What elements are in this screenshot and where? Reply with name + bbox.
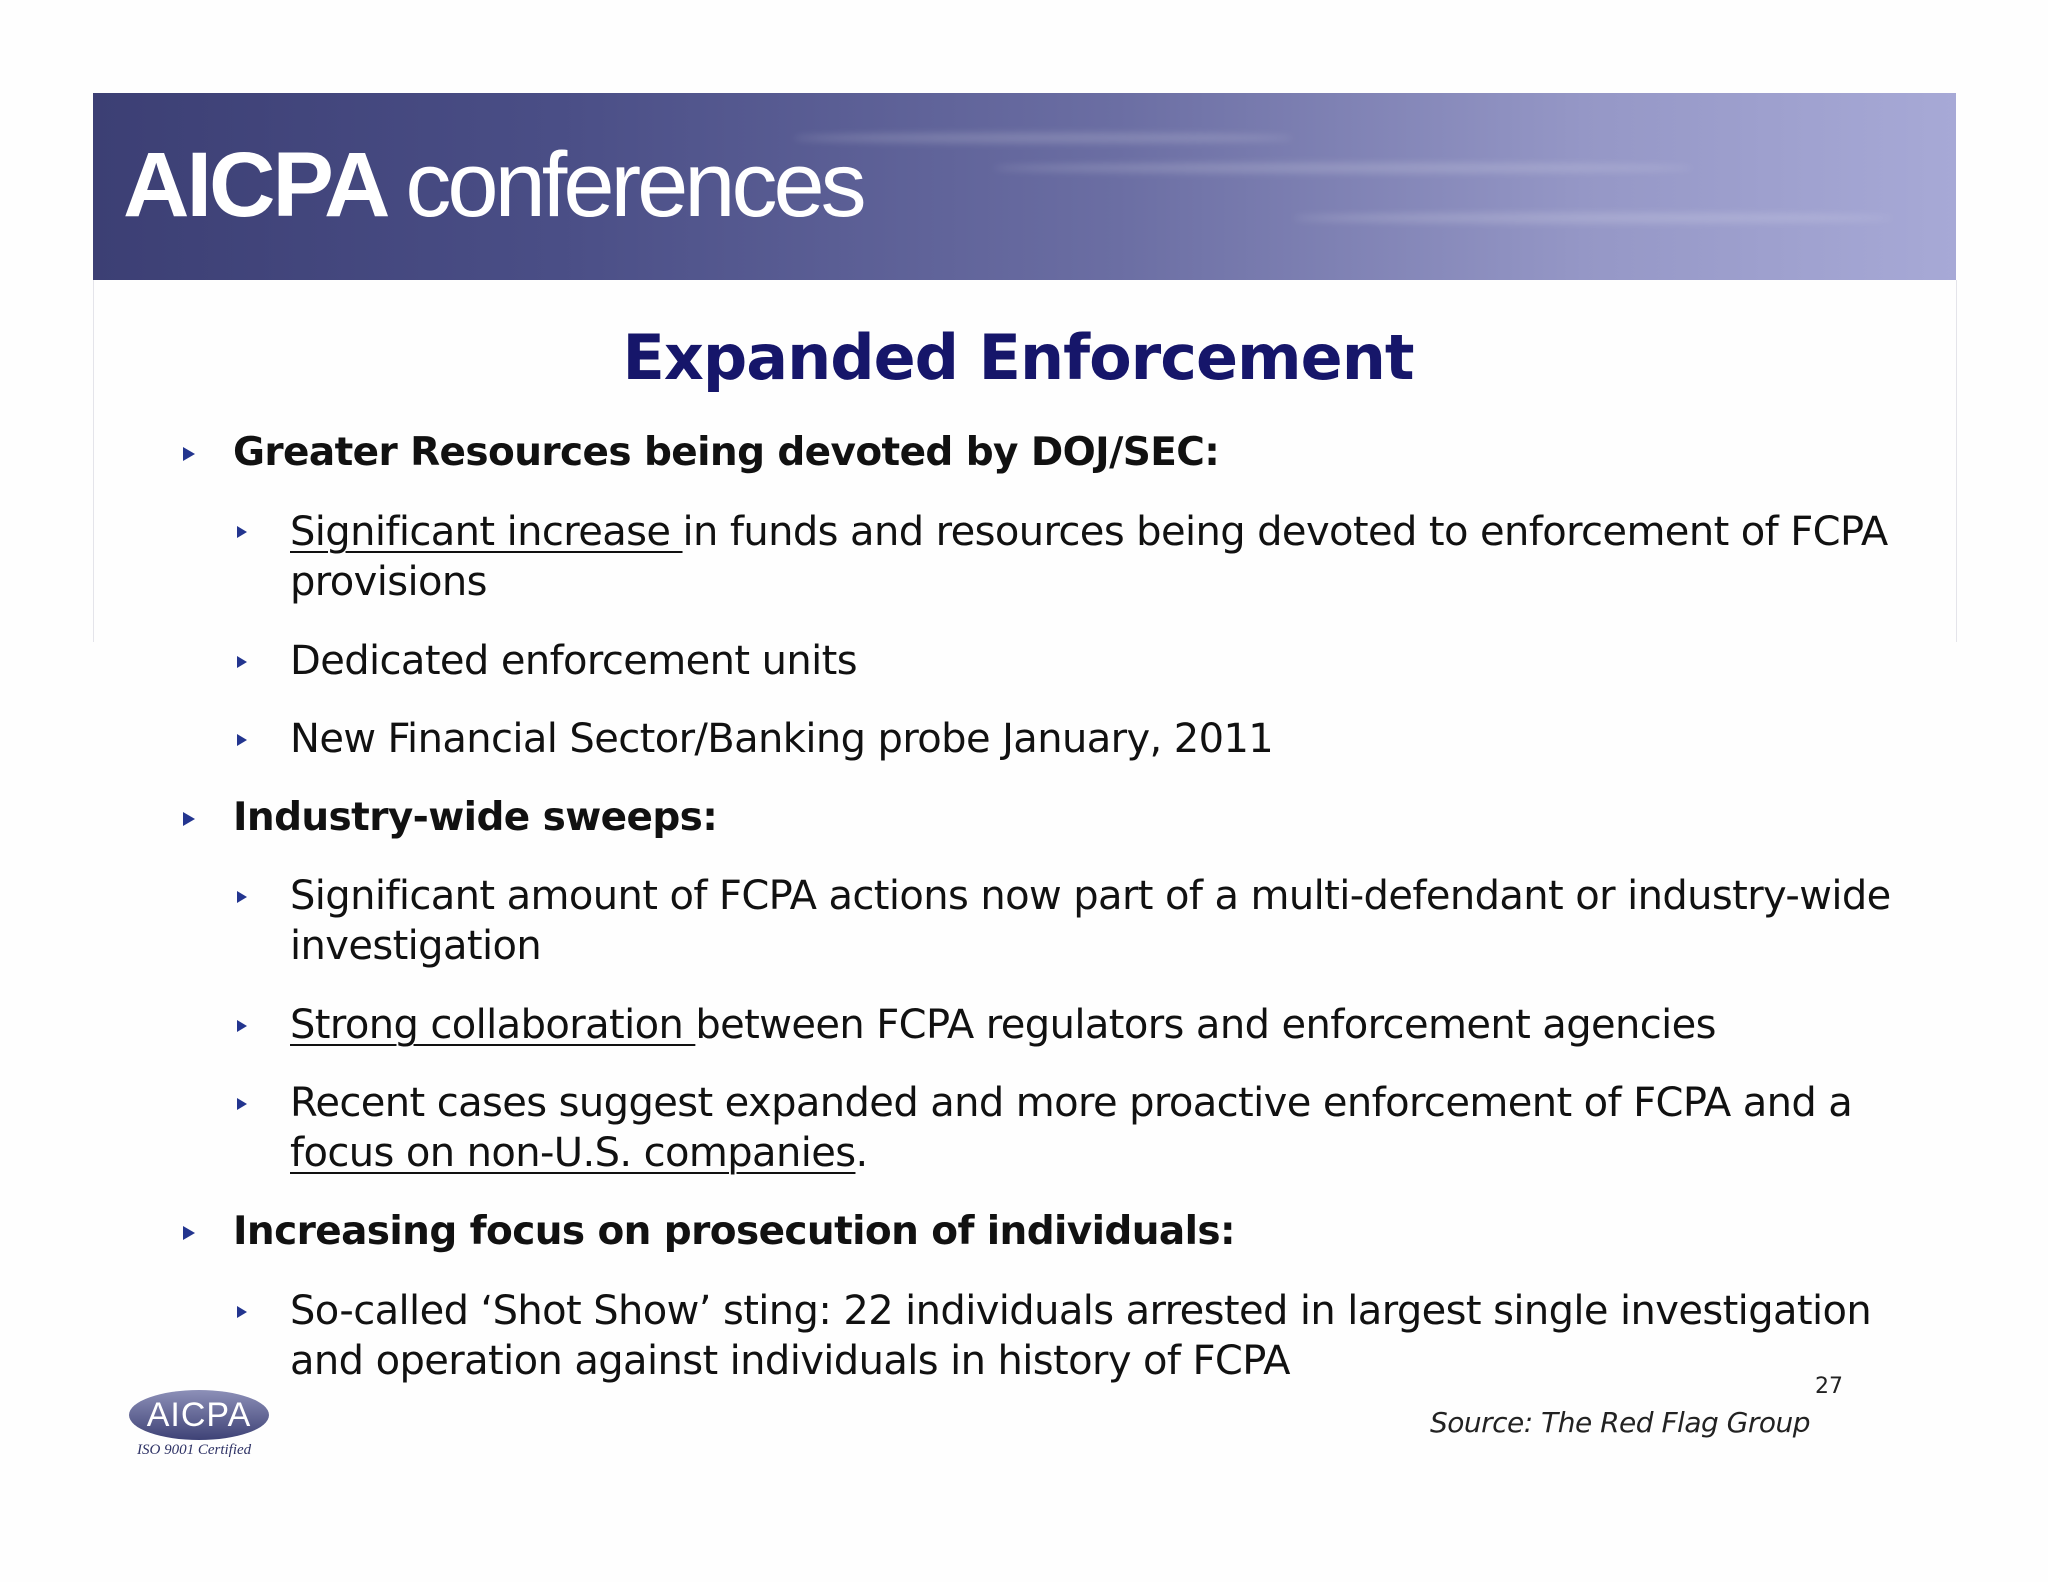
section-heading-resources: Greater Resources being devoted by DOJ/SEC:: [233, 430, 1220, 475]
list-item: New Financial Sector/Banking probe January, 2011: [290, 716, 1274, 762]
list-item-continuation: and operation against individuals in history of FCPA: [290, 1338, 1290, 1384]
slide-title: Expanded Enforcement: [622, 321, 1414, 394]
list-item-continuation: investigation: [290, 923, 542, 969]
source-citation: Source: The Red Flag Group: [1430, 1406, 1811, 1439]
list-item: Significant amount of FCPA actions now part of a multi-defendant or industry-wide: [290, 873, 1891, 919]
bullet-arrow-icon: [237, 526, 247, 538]
aicpa-conferences-logo: [123, 135, 863, 235]
banner-streak: [793, 133, 1293, 143]
footer-logo-brand: AICPA: [129, 1390, 269, 1440]
bullet-arrow-icon: [237, 1098, 247, 1110]
footer-logo-certification: ISO 9001 Certified: [137, 1442, 252, 1458]
list-item-continuation: provisions: [290, 559, 487, 605]
list-item: Recent cases suggest expanded and more proactive enforcement of FCPA and a: [290, 1080, 1853, 1126]
page-number: 27: [1815, 1374, 1843, 1399]
section-heading-individuals: Increasing focus on prosecution of individuals:: [233, 1209, 1235, 1254]
underlined-phrase: Significant increase: [290, 509, 683, 555]
list-item: [290, 507, 1888, 557]
bullet-arrow-icon: [183, 447, 195, 461]
header-subtitle: conferences: [405, 134, 863, 236]
bullet-arrow-icon: [183, 1226, 195, 1240]
bullet-arrow-icon: [237, 1020, 247, 1032]
list-item-text: between FCPA regulators and enforcement agencies: [695, 1002, 1716, 1048]
list-item-continuation: [290, 1128, 868, 1178]
bullet-arrow-icon: [237, 734, 247, 746]
underlined-phrase: Strong collaboration: [290, 1002, 696, 1048]
list-item-tail: .: [855, 1130, 868, 1176]
bullet-arrow-icon: [237, 891, 247, 903]
list-item: Dedicated enforcement units: [290, 638, 857, 684]
list-item: [290, 1000, 1716, 1050]
section-heading-sweeps: Industry-wide sweeps:: [233, 795, 718, 840]
header-brand: AICPA: [123, 134, 388, 236]
bullet-arrow-icon: [237, 1306, 247, 1318]
list-item-text: in funds and resources being devoted to enforcement of FCPA: [682, 509, 1888, 555]
underlined-phrase: focus on non-U.S. companies: [290, 1130, 856, 1176]
banner-streak: [993, 163, 1693, 173]
list-item: So-called ‘Shot Show’ sting: 22 individuals arrested in largest single investigation: [290, 1288, 1872, 1334]
aicpa-footer-logo: [125, 1390, 275, 1470]
bullet-arrow-icon: [183, 812, 195, 826]
banner-streak: [1293, 213, 1893, 223]
header-banner: [93, 93, 1956, 280]
bullet-arrow-icon: [237, 656, 247, 668]
